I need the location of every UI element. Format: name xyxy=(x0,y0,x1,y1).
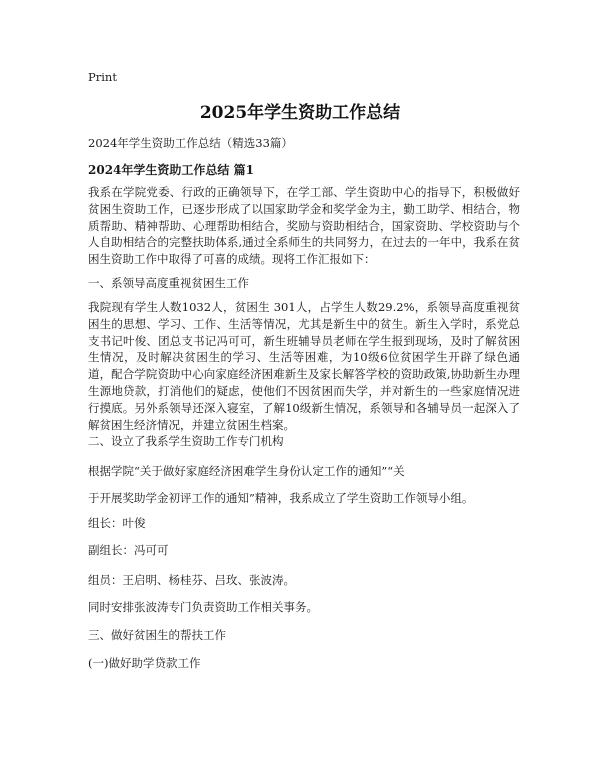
print-label[interactable]: Print xyxy=(88,70,117,84)
page-title: 2025年学生资助工作总结 xyxy=(199,103,401,123)
document-subtitle: 2024年学生资助工作总结（精选33篇） xyxy=(88,136,293,150)
leadership-paragraph: 我院现有学生人数1032人，贫困生 301人，占学生人数29.2%，系领导高度重视贫困生的思想、学习、工作、生活等情况，尤其是新生中的贫生。新生入学时，系党总支书记叶俊、团总支书记冯可可，新生班辅导员老师在学生报到现场，及时了解贫困生情况，及时解决贫困生的学习、生活等困难，为10级6位贫困学生开辟了绿色通道，配合学院资助中心向家庭经济困难新生及家长解答学校的资助政策,协助新生办理生源地贷款，打消他们的疑虑，使他们不因贫困而失学，并对新生的一些家庭情况进行摸底。另外系领导还深入寝室，了解10级新生情况，系领导和各辅导员一起深入了解贫困生经济情况，并建立贫困生档案。 xyxy=(88,300,520,432)
team-leader: 组长：叶俊 xyxy=(88,516,146,530)
notice-paragraph-2: 于开展奖助学金初评工作的通知”精神，我系成立了学生资助工作领导小组。 xyxy=(88,491,474,505)
heading-leadership: 一、系领导高度重视贫困生工作 xyxy=(88,276,249,290)
intro-paragraph: 我系在学院党委、行政的正确领导下，在学工部、学生资助中心的指导下，积极做好贫困生资助工作，已逐步形成了以国家助学金和奖学金为主，勤工助学、相结合，物质帮助、精神帮助、心理帮助相结合，奖励与资助相结合，国家资助、学校资助与个人自助相结合的完整扶助体系,通过全系师生的共同努力，在过去的一年中，我系在贫困生资助工作中取得了可喜的成绩。现将工作汇报如下： xyxy=(88,185,520,267)
team-deputy-leader: 副组长：冯可可 xyxy=(88,543,169,557)
team-members: 组员：王启明、杨桂芬、吕玫、张波涛。 xyxy=(88,573,295,587)
notice-paragraph-1: 根据学院“关于做好家庭经济困难学生身份认定工作的通知”“关 xyxy=(88,464,405,478)
team-assignment: 同时安排张波涛专门负责资助工作相关事务。 xyxy=(88,600,318,614)
heading-organization: 二、设立了我系学生资助工作专门机构 xyxy=(88,434,284,448)
section-heading: 2024年学生资助工作总结 篇1 xyxy=(88,163,254,177)
subheading-loans: (一)做好助学贷款工作 xyxy=(88,656,201,670)
heading-assistance: 三、做好贫困生的帮扶工作 xyxy=(88,628,226,642)
